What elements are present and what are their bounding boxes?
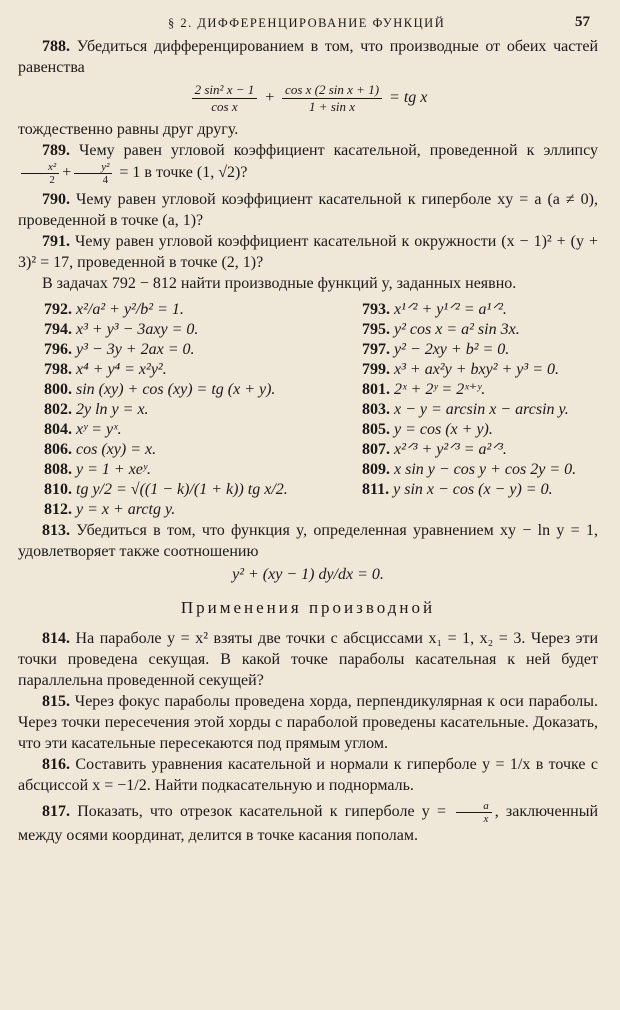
formula: 2y ln y = x. [76,401,149,418]
implicit-functions-list [44,300,598,520]
problem-number: 803. [362,401,390,418]
section-title: Применения производной [180,598,436,617]
problem-790 [18,189,598,231]
formula: 2ˣ + 2ʸ = 2ˣ⁺ʸ. [394,381,486,398]
list-item [362,320,598,340]
formula: xʸ = yˣ. [76,421,122,438]
list-item [362,440,598,460]
formula: y = x + arctg y. [76,501,176,518]
fraction [192,82,258,115]
problem-number: 791. [42,233,70,250]
problem-number: 796. [44,341,72,358]
formula: x³ + y³ − 3axy = 0. [76,321,199,338]
problem-text: Чему равен угловой коэффициент касательной к окружности (x − 1)² + (y + 3)² = 17, проведенной в точке (2, 1)? [18,233,598,271]
formula: x³ + ax²y + bxy² + y³ = 0. [394,361,559,378]
problem-number: 817. [42,803,70,821]
list-item [44,360,362,380]
formula: sin (xy) + cos (xy) = tg (x + y). [76,381,276,398]
equation-788 [18,82,598,115]
problem-number: 802. [44,401,72,418]
problem-number: 816. [42,756,70,773]
problem-814 [18,628,598,691]
problem-text: Через фокус параболы проведена хорда, перпендикулярная к оси параболы. Через точки пересечения этой хорды с параболой проведены касательные. Доказать, что эти касательные пересекаются под прямым углом. [18,693,599,752]
problem-text: Чему равен угловой коэффициент касательной, проведенной к эллипсу [79,142,598,159]
formula: y sin x − cos (x − y) = 0. [393,481,553,498]
fraction [21,161,59,186]
problem-text: Показать, что отрезок касательной к гиперболе y = [77,803,446,821]
problem-number: 797. [362,341,390,358]
formula: y = cos (x + y). [394,421,493,438]
problem-number: 814. [42,630,70,647]
problem-number: 795. [362,321,390,338]
problem-number: 812. [44,501,72,518]
list-item [44,480,362,500]
numerator: 2 sin² x − 1 [192,82,258,99]
problem-number: 809. [362,461,390,478]
list-item [362,380,598,400]
running-header [18,12,598,36]
problem-788-tail: тождественно равны друг другу. [18,121,239,138]
numerator: a [456,800,492,813]
denominator: 4 [102,174,109,186]
problem-text: Составить уравнения касательной и нормали к гиперболе y = 1/x в точке с абсциссой x = −1/2. Найти подкасательную и поднормаль. [18,756,599,794]
problem-number: 807. [362,441,390,458]
list-item [44,300,362,320]
numerator: x² [21,161,59,174]
list-item [44,500,362,520]
problem-789 [18,140,598,186]
intro-792-812: В задачах 792 − 812 найти производные функций y, заданных неявно. [42,275,517,292]
problem-number: 801. [362,381,390,398]
formula: x⁴ + y⁴ = x²y². [76,361,167,378]
list-item [362,360,598,380]
list-item [362,480,598,500]
problem-817 [18,800,598,846]
formula: x²ᐟ³ + y²ᐟ³ = a²ᐟ³. [394,441,507,458]
problem-number: 804. [44,421,72,438]
problem-815 [18,691,598,754]
problem-text: Чему равен угловой коэффициент касательной к гиперболе xy = a (a ≠ 0), проведенной в точке (a, 1)? [18,191,598,229]
list-item [44,440,362,460]
numerator: cos x (2 sin x + 1) [282,82,382,99]
formula: y = 1 + xeʸ. [76,461,151,478]
problem-number: 806. [44,441,72,458]
page-number: 57 [575,14,590,30]
equation-rhs: = tg x [389,89,428,107]
problem-number: 815. [42,693,70,710]
problem-text: , заключенный между осями координат, делится в точке касания пополам. [18,803,599,844]
list-item [362,300,598,320]
list-item [362,460,598,480]
problem-788 [18,36,598,78]
list-item [44,340,362,360]
operator: + [62,164,72,182]
denominator: cos x [211,99,238,114]
section-header: § 2. ДИФФЕРЕНЦИРОВАНИЕ ФУНКЦИЙ [168,16,446,30]
list-item [44,460,362,480]
denominator: 1 + sin x [309,99,356,114]
formula: x²/a² + y²/b² = 1. [76,301,184,318]
problem-number: 792. [44,301,72,318]
problem-number: 813. [42,522,70,539]
formula: y² − 2xy + b² = 0. [394,341,510,358]
list-item [362,400,598,420]
problem-number: 805. [362,421,390,438]
problem-number: 790. [42,191,70,208]
problem-number: 811. [362,481,390,498]
problem-number: 788. [42,38,70,55]
fraction [456,800,492,825]
numerator: y² [74,161,112,174]
problem-text: Убедиться в том, что функция y, определенная уравнением xy − ln y = 1, удовлетворяет также соотношению [18,522,599,560]
problem-791 [18,231,598,273]
formula: y³ − 3y + 2ax = 0. [76,341,195,358]
problem-number: 808. [44,461,72,478]
list-item [44,400,362,420]
formula: cos (xy) = x. [76,441,157,458]
problem-number: 799. [362,361,390,378]
operator: + [264,89,276,107]
problem-813 [18,520,598,562]
problem-number: 810. [44,481,72,498]
formula: tg y/2 = √((1 − k)/(1 + k)) tg x/2. [76,481,288,498]
problem-816 [18,754,598,796]
problem-text: Убедиться дифференцированием в том, что производные от обеих частей равенства [18,38,599,76]
list-item [362,420,598,440]
formula: x¹ᐟ² + y¹ᐟ² = a¹ᐟ². [394,301,507,318]
fraction [282,82,382,115]
denominator: 2 [49,174,55,186]
formula: x − y = arcsin x − arcsin y. [394,401,569,418]
problem-number: 793. [362,301,390,318]
problem-number: 800. [44,381,72,398]
list-item [44,420,362,440]
problem-text: = 1 в точке (1, √2)? [119,164,248,182]
list-item [44,380,362,400]
formula: x sin y − cos y + cos 2y = 0. [394,461,577,478]
problem-number: 789. [42,142,70,159]
list-item [362,340,598,360]
equation-813: y² + (xy − 1) dy/dx = 0. [232,566,384,583]
list-item [362,500,598,520]
problem-number: 798. [44,361,72,378]
problem-text: На параболе y = x² взяты две точки с абсциссами x₁ = 1, x₂ = 3. Через эти точки проведена секущая. В какой точке параболы касательная к ней будет параллельна проведенной секущей? [18,630,599,689]
fraction [74,161,112,186]
denominator: x [483,813,489,825]
list-item [44,320,362,340]
formula: y² cos x = a² sin 3x. [394,321,520,338]
problem-number: 794. [44,321,72,338]
